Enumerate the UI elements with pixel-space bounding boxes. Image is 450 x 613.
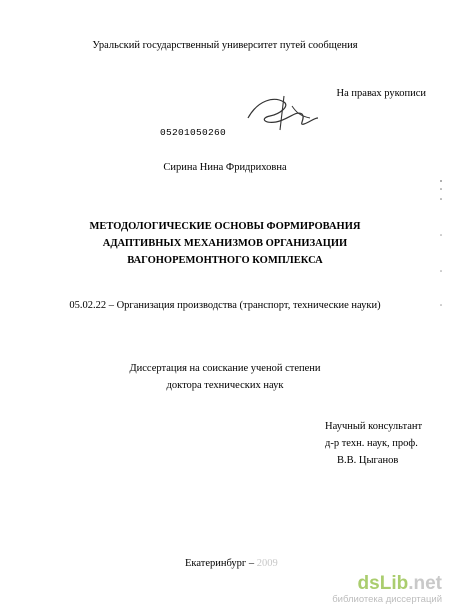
- dissertation-title: [0, 218, 450, 269]
- dslib-watermark[interactable]: [332, 574, 442, 605]
- degree-line: Диссертация на соискание ученой степени: [129, 363, 321, 374]
- specialty-code: 05.02.22 – Организация производства (транспорт, технические науки): [69, 300, 381, 311]
- degree-statement: [0, 360, 450, 394]
- consultant-name: В.В. Цыганов: [337, 455, 399, 466]
- title-line: ВАГОНОРЕМОНТНОГО КОМПЛЕКСА: [127, 255, 323, 266]
- degree-line: доктора технических наук: [166, 380, 284, 391]
- year: 2009: [256, 558, 278, 569]
- document-code: 05201050260: [160, 127, 227, 138]
- author-name: Сирина Нина Фридриховна: [163, 162, 287, 173]
- consultant-degree: д-р техн. наук, проф.: [325, 438, 418, 449]
- title-line: АДАПТИВНЫХ МЕХАНИЗМОВ ОРГАНИЗАЦИИ: [102, 238, 348, 249]
- university-name: Уральский государственный университет путей сообщения: [92, 40, 358, 51]
- scan-artifact-icon: [438, 175, 444, 315]
- city-year: [185, 558, 278, 569]
- city-name: Екатеринбург –: [185, 558, 257, 569]
- handwritten-signature-icon: [240, 88, 320, 138]
- title-line: МЕТОДОЛОГИЧЕСКИЕ ОСНОВЫ ФОРМИРОВАНИЯ: [89, 221, 361, 232]
- consultant-role: Научный консультант: [325, 421, 423, 432]
- watermark-logo-main: dsLib: [357, 573, 409, 594]
- rights-notice: На правах рукописи: [336, 88, 426, 99]
- scientific-consultant: [325, 418, 422, 469]
- watermark-tagline: библиотека диссертаций: [332, 594, 442, 605]
- watermark-logo-suffix: .net: [408, 573, 442, 594]
- watermark-logo: [332, 574, 442, 594]
